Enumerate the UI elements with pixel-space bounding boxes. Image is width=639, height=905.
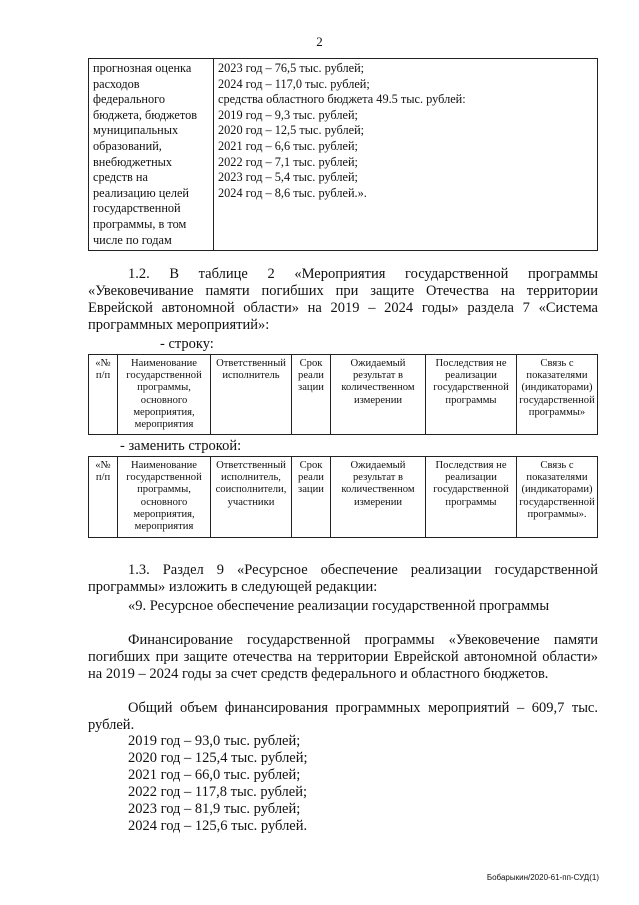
top-table-left-lines-line: средств на bbox=[93, 170, 148, 185]
top-table-right-lines-line: средства областного бюджета 49.5 тыс. рублей: bbox=[218, 92, 466, 107]
funding-table-right-cell bbox=[214, 59, 598, 251]
top-table-left-lines-line: расходов bbox=[93, 76, 140, 91]
old-col-result: Ожидаемый результат в количественном измерении bbox=[331, 355, 426, 435]
page-number: 2 bbox=[316, 34, 323, 49]
label-replace: - заменить строкой: bbox=[120, 438, 242, 454]
old-col-number: «№ п/п bbox=[89, 355, 118, 435]
old-col-term: Срок реали зации bbox=[292, 355, 331, 435]
right-cell-lines bbox=[218, 61, 593, 201]
new-col-name: Наименование государственной программы, основного мероприятия, мероприятия bbox=[118, 457, 211, 538]
years-line: 2020 год – 125,4 тыс. рублей; bbox=[128, 750, 308, 766]
funding-table-left-cell bbox=[89, 59, 214, 251]
top-table-right-lines-line: 2019 год – 9,3 тыс. рублей; bbox=[218, 107, 358, 122]
top-table-left-lines-line: федерального bbox=[93, 92, 166, 107]
years-line: 2022 год – 117,8 тыс. рублей; bbox=[128, 784, 307, 800]
years-line: 2021 год – 66,0 тыс. рублей; bbox=[128, 767, 301, 783]
top-table-right-lines-line: 2024 год – 117,0 тыс. рублей; bbox=[218, 76, 370, 91]
paragraph-1-3: 1.3. Раздел 9 «Ресурсное обеспечение реализации государственной программы» изложить в следующей редакции: bbox=[88, 562, 598, 595]
new-col-number: «№ п/п bbox=[89, 457, 118, 538]
top-table-right-lines-line: 2020 год – 12,5 тыс. рублей; bbox=[218, 123, 365, 138]
top-table-left-lines-line: программы, в том bbox=[93, 216, 187, 231]
paragraph-total: Общий объем финансирования программных мероприятий – 609,7 тыс. рублей. bbox=[88, 700, 598, 733]
paragraph-financing: Финансирование государственной программы «Увековечение памяти погибших при защите отечества на территории Еврейской автономной области» на 2019 – 2024 годы за счет средств федерального и областного бюджетов. bbox=[88, 632, 598, 682]
footer-code: Бобарыкин/2020-61-пп-СУД(1) bbox=[486, 873, 599, 882]
top-table-right-lines-line: 2023 год – 76,5 тыс. рублей; bbox=[218, 61, 365, 75]
old-header-table bbox=[88, 354, 598, 435]
new-header-table bbox=[88, 456, 598, 538]
years-line: 2019 год – 93,0 тыс. рублей; bbox=[128, 733, 301, 749]
old-col-name: Наименование государственной программы, основного мероприятия, мероприятия bbox=[118, 355, 211, 435]
top-table-left-lines-line: бюджета, бюджетов bbox=[93, 107, 198, 122]
funding-table-continuation bbox=[88, 58, 598, 251]
new-col-term: Срок реали зации bbox=[292, 457, 331, 538]
section-9-title: «9. Ресурсное обеспечение реализации государственной программы bbox=[128, 598, 550, 614]
new-col-result: Ожидаемый результат в количественном измерении bbox=[331, 457, 426, 538]
top-table-right-lines-line: 2021 год – 6,6 тыс. рублей; bbox=[218, 138, 358, 153]
top-table-left-lines-line: числе по годам bbox=[93, 232, 172, 247]
years-list bbox=[128, 733, 308, 835]
years-line: 2024 год – 125,6 тыс. рублей. bbox=[128, 818, 308, 834]
old-col-executor: Ответственный исполнитель bbox=[211, 355, 292, 435]
left-cell-lines bbox=[93, 61, 209, 248]
old-col-indicators: Связь с показателями (индикаторами) государственной программы» bbox=[517, 355, 598, 435]
top-table-right-lines-line: 2023 год – 5,4 тыс. рублей; bbox=[218, 170, 358, 185]
new-col-executor: Ответственный исполнитель, соисполнители, участники bbox=[211, 457, 292, 538]
top-table-left-lines-line: внебюджетных bbox=[93, 154, 173, 169]
new-col-consequences: Последствия не реализации государственной программы bbox=[426, 457, 517, 538]
label-row: - строку: bbox=[160, 336, 214, 352]
top-table-left-lines-line: образований, bbox=[93, 138, 162, 153]
new-col-indicators: Связь с показателями (индикаторами) государственной программы». bbox=[517, 457, 598, 538]
top-table-left-lines-line: реализацию целей bbox=[93, 185, 189, 200]
top-table-left-lines-line: прогнозная оценка bbox=[93, 61, 192, 75]
top-table-left-lines-line: государственной bbox=[93, 201, 181, 216]
years-line: 2023 год – 81,9 тыс. рублей; bbox=[128, 801, 301, 817]
old-col-consequences: Последствия не реализации государственной программы bbox=[426, 355, 517, 435]
top-table-right-lines-line: 2024 год – 8,6 тыс. рублей.». bbox=[218, 185, 367, 200]
paragraph-1-2: 1.2. В таблице 2 «Мероприятия государственной программы «Увековечивание памяти погибших при защите Отечества на территории Еврейской автономной области» на 2019 – 2024 годы» раздела 7 «Система программных мероприятий»: bbox=[88, 266, 598, 333]
top-table-right-lines-line: 2022 год – 7,1 тыс. рублей; bbox=[218, 154, 358, 169]
top-table-left-lines-line: муниципальных bbox=[93, 123, 179, 138]
